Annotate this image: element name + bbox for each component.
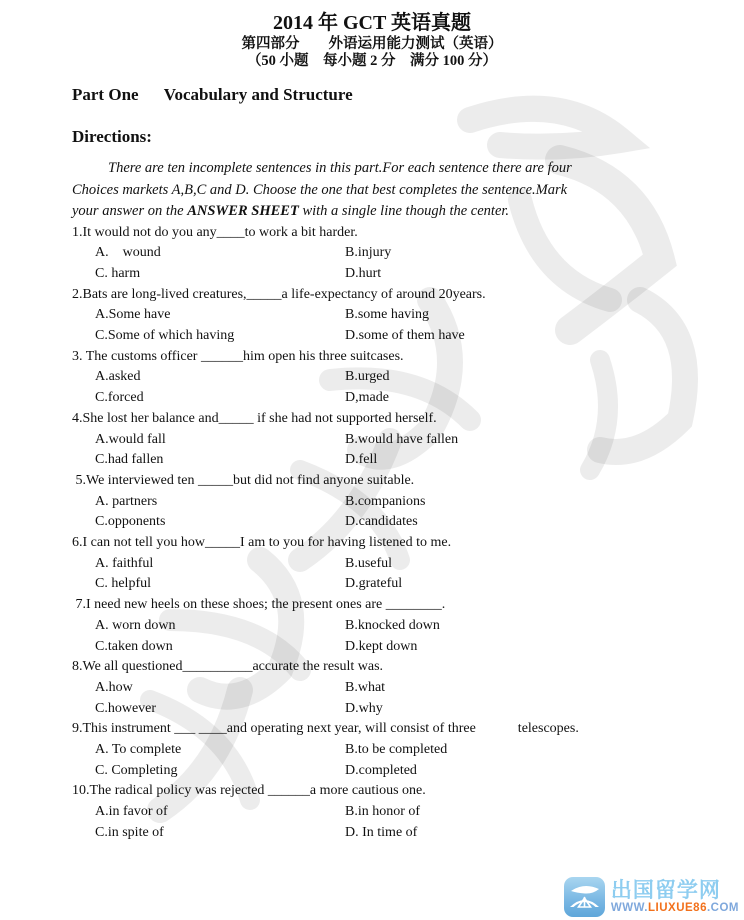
directions-label: Directions:: [72, 127, 152, 146]
question-4-stem: 4.She lost her balance and_____ if she had not supported herself.: [72, 410, 437, 426]
question-4-option-b: B.would have fallen: [345, 431, 459, 447]
question-10-option-a: A.in favor of: [95, 804, 168, 820]
site-url: WWW.LIUXUE86.COM: [610, 902, 739, 914]
question-3-option-d: D,made: [345, 390, 389, 406]
question-2: [72, 285, 672, 347]
question-9-option-b: B.to be completed: [345, 742, 448, 758]
question-7-option-d: D.kept down: [345, 638, 418, 654]
answer-sheet-emphasis: ANSWER SHEET: [187, 203, 299, 219]
question-9-option-a: A. To complete: [95, 742, 182, 758]
score-line: （50 小题 每小题 2 分 满分 100 分）: [246, 53, 498, 69]
question-4-option-c: C.had fallen: [95, 452, 164, 468]
question-2-option-c: C.Some of which having: [95, 328, 235, 344]
site-logo: [564, 877, 739, 917]
question-8: [72, 657, 672, 719]
question-1-option-b: B.injury: [345, 245, 392, 261]
question-6: [72, 533, 672, 595]
question-5-option-a: A. partners: [95, 493, 158, 509]
directions-text: [72, 158, 672, 223]
question-1: [72, 223, 672, 285]
question-1-stem: 1.It would not do you any____to work a bit harder.: [72, 224, 358, 240]
question-7-option-c: C.taken down: [95, 638, 173, 654]
section-heading: 第四部分 外语运用能力测试（英语）: [241, 36, 503, 52]
question-2-option-a: A.Some have: [95, 307, 171, 323]
question-1-option-d: D.hurt: [345, 265, 382, 281]
question-9-option-c: C. Completing: [95, 762, 178, 778]
liuxue86-logo-icon: [564, 877, 605, 917]
question-8-option-b: B.what: [345, 679, 386, 695]
site-logo-text: [611, 879, 739, 915]
question-7-option-b: B.knocked down: [345, 617, 440, 633]
question-4-option-d: D.fell: [345, 452, 378, 468]
question-4-option-a: A.would fall: [95, 431, 166, 447]
question-3: [72, 347, 672, 409]
question-5-option-b: B.companions: [345, 493, 426, 509]
question-7-stem: 7.I need new heels on these shoes; the present ones are ________.: [72, 597, 446, 613]
question-9-stem: 9.This instrument ___ ____and operating next year, will consist of three telescopes.: [72, 721, 579, 737]
page-title: 2014 年 GCT 英语真题: [273, 12, 471, 34]
question-8-option-a: A.how: [95, 679, 133, 695]
question-4: [72, 409, 672, 471]
question-10: [72, 781, 672, 843]
question-8-option-c: C.however: [95, 700, 157, 716]
question-8-option-d: D.why: [345, 700, 383, 716]
question-3-option-c: C.forced: [95, 390, 144, 406]
question-6-option-c: C. helpful: [95, 576, 151, 592]
directions-line-1: There are ten incomplete sentences in this part.For each sentence there are four: [108, 160, 572, 176]
question-5: [72, 471, 672, 533]
question-2-option-b: B.some having: [345, 307, 429, 323]
question-7: [72, 595, 672, 657]
question-1-option-c: C. harm: [95, 265, 141, 281]
site-name: 出国留学网: [610, 879, 721, 902]
question-10-option-d: D. In time of: [345, 824, 418, 840]
question-1-option-a: A. wound: [95, 245, 161, 261]
question-3-option-a: A.asked: [95, 369, 141, 385]
question-5-option-d: D.candidates: [345, 514, 418, 530]
question-10-option-c: C.in spite of: [95, 824, 164, 840]
question-8-stem: 8.We all questioned__________accurate the result was.: [72, 659, 384, 675]
question-6-stem: 6.I can not tell you how_____I am to you for having listened to me.: [72, 535, 452, 551]
question-6-option-a: A. faithful: [95, 555, 154, 571]
question-6-option-b: B.useful: [345, 555, 393, 571]
question-5-option-c: C.opponents: [95, 514, 166, 530]
question-9-option-d: D.completed: [345, 762, 417, 778]
part-one-heading: Part One Vocabulary and Structure: [72, 85, 353, 104]
question-3-stem: 3. The customs officer ______him open his three suitcases.: [72, 348, 404, 364]
question-7-option-a: A. worn down: [95, 617, 176, 633]
question-5-stem: 5.We interviewed ten _____but did not find anyone suitable.: [72, 472, 415, 488]
question-3-option-b: B.urged: [345, 369, 390, 385]
question-10-stem: 10.The radical policy was rejected ______a more cautious one.: [72, 783, 426, 799]
question-2-option-d: D.some of them have: [345, 328, 465, 344]
question-10-option-b: B.in honor of: [345, 804, 421, 820]
question-6-option-d: D.grateful: [345, 576, 403, 592]
directions-line-2: Choices markets A,B,C and D. Choose the one that best completes the sentence.Mark: [72, 181, 568, 198]
directions-line-3: your answer on the ANSWER SHEET with a single line though the center.: [72, 203, 510, 219]
question-list: [72, 223, 672, 844]
question-9: [72, 719, 672, 781]
question-2-stem: 2.Bats are long-lived creatures,_____a life-expectancy of around 20years.: [72, 286, 486, 302]
